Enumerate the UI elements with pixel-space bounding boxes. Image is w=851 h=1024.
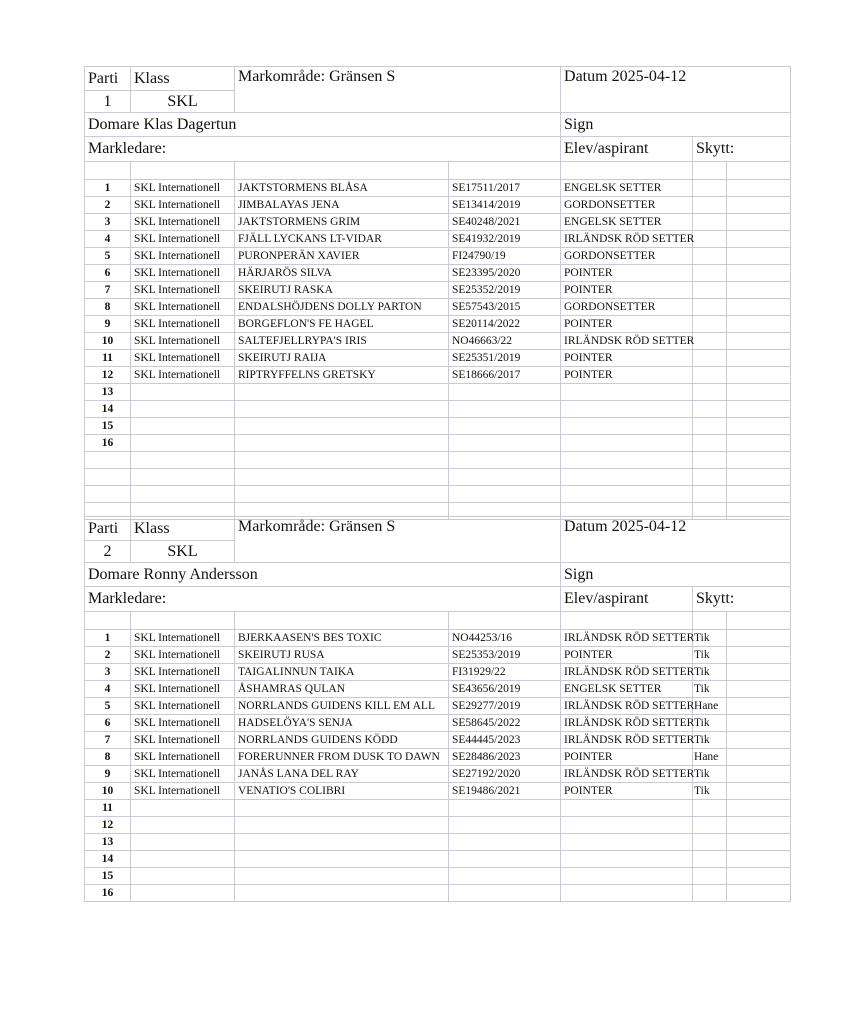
entry-registration bbox=[449, 868, 561, 885]
entry-blank bbox=[727, 435, 791, 452]
entry-dog-name: VENATIO'S COLIBRI bbox=[235, 783, 449, 800]
entry-blank bbox=[727, 214, 791, 231]
entry-dog-name: FORERUNNER FROM DUSK TO DAWN bbox=[235, 749, 449, 766]
entry-dog-name bbox=[235, 401, 449, 418]
entry-sex bbox=[693, 851, 727, 868]
entry-number: 16 bbox=[85, 435, 131, 452]
entry-number: 8 bbox=[85, 749, 131, 766]
domare: Domare Ronny Andersson bbox=[85, 563, 561, 587]
entry-dog-name: SKEIRUTJ RUSA bbox=[235, 647, 449, 664]
table-row bbox=[85, 732, 791, 749]
entry-registration bbox=[449, 418, 561, 435]
entry-breed: IRLÄNDSK RÖD SETTER bbox=[561, 231, 693, 248]
table-row bbox=[85, 817, 791, 834]
entry-blank bbox=[727, 316, 791, 333]
entry-dog-name: JAKTSTORMENS GRIM bbox=[235, 214, 449, 231]
entry-blank bbox=[727, 817, 791, 834]
table-row bbox=[85, 715, 791, 732]
entry-dog-name: RIPTRYFFELNS GRETSKY bbox=[235, 367, 449, 384]
entry-klass: SKL Internationell bbox=[131, 664, 235, 681]
entry-registration: NO44253/16 bbox=[449, 630, 561, 647]
entry-blank bbox=[727, 732, 791, 749]
entry-sex bbox=[693, 231, 727, 248]
entry-klass: SKL Internationell bbox=[131, 630, 235, 647]
table-row bbox=[85, 834, 791, 851]
entry-klass bbox=[131, 401, 235, 418]
entry-registration bbox=[449, 384, 561, 401]
entry-blank bbox=[727, 265, 791, 282]
entry-breed: IRLÄNDSK RÖD SETTER bbox=[561, 698, 693, 715]
entry-registration: SE40248/2021 bbox=[449, 214, 561, 231]
entry-klass bbox=[131, 851, 235, 868]
entry-sex bbox=[693, 384, 727, 401]
elev-aspirant-label: Elev/aspirant bbox=[561, 137, 693, 162]
entry-breed bbox=[561, 851, 693, 868]
entry-registration: SE27192/2020 bbox=[449, 766, 561, 783]
table-row bbox=[85, 333, 791, 350]
entry-number: 8 bbox=[85, 299, 131, 316]
entry-blank bbox=[727, 749, 791, 766]
entry-number: 1 bbox=[85, 630, 131, 647]
table-row bbox=[85, 231, 791, 248]
entry-blank bbox=[727, 715, 791, 732]
entry-registration: SE57543/2015 bbox=[449, 299, 561, 316]
entry-sex: Tik bbox=[693, 647, 727, 664]
entry-blank bbox=[727, 800, 791, 817]
markomrade: Markområde: Gränsen S bbox=[235, 67, 561, 113]
entry-klass: SKL Internationell bbox=[131, 248, 235, 265]
entry-registration: SE58645/2022 bbox=[449, 715, 561, 732]
entry-breed: POINTER bbox=[561, 265, 693, 282]
entry-number: 3 bbox=[85, 214, 131, 231]
domare: Domare Klas Dagertun bbox=[85, 113, 561, 137]
entry-dog-name: SKEIRUTJ RAIJA bbox=[235, 350, 449, 367]
entry-registration: SE44445/2023 bbox=[449, 732, 561, 749]
entry-dog-name: ENDALSHÖJDENS DOLLY PARTON bbox=[235, 299, 449, 316]
sign-label: Sign bbox=[561, 113, 791, 137]
entry-klass: SKL Internationell bbox=[131, 749, 235, 766]
entry-number: 16 bbox=[85, 885, 131, 902]
entry-blank bbox=[727, 248, 791, 265]
entry-breed: POINTER bbox=[561, 367, 693, 384]
klass-value: SKL bbox=[131, 541, 235, 563]
entry-dog-name: JANÅS LANA DEL RAY bbox=[235, 766, 449, 783]
entry-klass: SKL Internationell bbox=[131, 180, 235, 197]
entry-breed: POINTER bbox=[561, 316, 693, 333]
entry-registration: SE43656/2019 bbox=[449, 681, 561, 698]
entry-breed: GORDONSETTER bbox=[561, 248, 693, 265]
entry-blank bbox=[727, 231, 791, 248]
table-row bbox=[85, 418, 791, 435]
table-row bbox=[85, 435, 791, 452]
klass-value: SKL bbox=[131, 91, 235, 113]
entry-sex bbox=[693, 265, 727, 282]
entry-number: 13 bbox=[85, 384, 131, 401]
klass-label: Klass bbox=[131, 517, 235, 541]
entry-breed: IRLÄNDSK RÖD SETTER bbox=[561, 664, 693, 681]
entry-breed: ENGELSK SETTER bbox=[561, 214, 693, 231]
datum: Datum 2025-04-12 bbox=[561, 517, 791, 563]
table-row bbox=[85, 698, 791, 715]
entry-dog-name: SKEIRUTJ RASKA bbox=[235, 282, 449, 299]
table-row bbox=[85, 766, 791, 783]
entry-breed bbox=[561, 817, 693, 834]
entry-klass: SKL Internationell bbox=[131, 299, 235, 316]
entry-number: 3 bbox=[85, 664, 131, 681]
entry-dog-name bbox=[235, 435, 449, 452]
entry-blank bbox=[727, 681, 791, 698]
entry-klass: SKL Internationell bbox=[131, 766, 235, 783]
entry-registration bbox=[449, 885, 561, 902]
entry-sex bbox=[693, 418, 727, 435]
entry-sex bbox=[693, 817, 727, 834]
datum: Datum 2025-04-12 bbox=[561, 67, 791, 113]
table-row bbox=[85, 800, 791, 817]
entry-registration bbox=[449, 401, 561, 418]
entry-number: 4 bbox=[85, 681, 131, 698]
entry-registration: SE25352/2019 bbox=[449, 282, 561, 299]
entry-registration: SE18666/2017 bbox=[449, 367, 561, 384]
entry-number: 15 bbox=[85, 418, 131, 435]
table-row bbox=[85, 783, 791, 800]
entry-sex bbox=[693, 367, 727, 384]
entry-blank bbox=[727, 783, 791, 800]
entry-breed bbox=[561, 800, 693, 817]
elev-aspirant-label: Elev/aspirant bbox=[561, 587, 693, 612]
entry-dog-name bbox=[235, 868, 449, 885]
entries bbox=[85, 180, 791, 452]
entry-number: 6 bbox=[85, 715, 131, 732]
table-row bbox=[85, 868, 791, 885]
entry-klass: SKL Internationell bbox=[131, 350, 235, 367]
table-row bbox=[85, 282, 791, 299]
table-row bbox=[85, 367, 791, 384]
entry-number: 12 bbox=[85, 367, 131, 384]
sign-label: Sign bbox=[561, 563, 791, 587]
entry-klass: SKL Internationell bbox=[131, 732, 235, 749]
entry-klass bbox=[131, 817, 235, 834]
entry-blank bbox=[727, 418, 791, 435]
entry-sex bbox=[693, 316, 727, 333]
table-row bbox=[85, 384, 791, 401]
entry-blank bbox=[727, 197, 791, 214]
entry-registration: SE25353/2019 bbox=[449, 647, 561, 664]
parti-block-2 bbox=[84, 516, 790, 902]
entry-sex: Tik bbox=[693, 732, 727, 749]
entry-klass bbox=[131, 834, 235, 851]
entry-blank bbox=[727, 333, 791, 350]
entry-blank bbox=[727, 367, 791, 384]
entry-sex: Hane bbox=[693, 749, 727, 766]
entry-klass: SKL Internationell bbox=[131, 367, 235, 384]
entry-dog-name bbox=[235, 800, 449, 817]
entry-number: 13 bbox=[85, 834, 131, 851]
entry-dog-name bbox=[235, 851, 449, 868]
table-row bbox=[85, 401, 791, 418]
entry-blank bbox=[727, 766, 791, 783]
entry-sex bbox=[693, 333, 727, 350]
entry-sex bbox=[693, 248, 727, 265]
entry-dog-name: PURONPERÄN XAVIER bbox=[235, 248, 449, 265]
entry-breed: IRLÄNDSK RÖD SETTER bbox=[561, 766, 693, 783]
entry-klass bbox=[131, 868, 235, 885]
entry-dog-name: FJÄLL LYCKANS LT-VIDAR bbox=[235, 231, 449, 248]
entry-sex: Tik bbox=[693, 783, 727, 800]
entry-dog-name: NORRLANDS GUIDENS KILL EM ALL bbox=[235, 698, 449, 715]
entry-registration: SE25351/2019 bbox=[449, 350, 561, 367]
entry-blank bbox=[727, 885, 791, 902]
entry-number: 12 bbox=[85, 817, 131, 834]
entry-klass: SKL Internationell bbox=[131, 681, 235, 698]
entry-dog-name: JIMBALAYAS JENA bbox=[235, 197, 449, 214]
entry-klass bbox=[131, 885, 235, 902]
entry-registration bbox=[449, 834, 561, 851]
entry-number: 5 bbox=[85, 698, 131, 715]
entry-dog-name: SALTEFJELLRYPA'S IRIS bbox=[235, 333, 449, 350]
entry-number: 4 bbox=[85, 231, 131, 248]
entry-number: 2 bbox=[85, 197, 131, 214]
entry-breed bbox=[561, 384, 693, 401]
entry-breed bbox=[561, 834, 693, 851]
entry-blank bbox=[727, 180, 791, 197]
entry-blank bbox=[727, 664, 791, 681]
table-row bbox=[85, 214, 791, 231]
entry-breed: GORDONSETTER bbox=[561, 299, 693, 316]
entry-number: 10 bbox=[85, 783, 131, 800]
entry-number: 11 bbox=[85, 350, 131, 367]
entry-registration: SE29277/2019 bbox=[449, 698, 561, 715]
entry-registration bbox=[449, 817, 561, 834]
entry-breed: IRLÄNDSK RÖD SETTER bbox=[561, 732, 693, 749]
entry-blank bbox=[727, 401, 791, 418]
entry-number: 14 bbox=[85, 401, 131, 418]
entry-number: 14 bbox=[85, 851, 131, 868]
entry-blank bbox=[727, 384, 791, 401]
entry-blank bbox=[727, 350, 791, 367]
entry-klass: SKL Internationell bbox=[131, 197, 235, 214]
entry-klass: SKL Internationell bbox=[131, 783, 235, 800]
entry-sex bbox=[693, 299, 727, 316]
entry-number: 15 bbox=[85, 868, 131, 885]
entry-dog-name: ÅSHAMRAS QULAN bbox=[235, 681, 449, 698]
entry-klass bbox=[131, 418, 235, 435]
entry-sex bbox=[693, 868, 727, 885]
entry-breed: POINTER bbox=[561, 350, 693, 367]
entry-blank bbox=[727, 851, 791, 868]
entry-registration: SE41932/2019 bbox=[449, 231, 561, 248]
entry-blank bbox=[727, 698, 791, 715]
entry-registration: SE19486/2021 bbox=[449, 783, 561, 800]
entry-registration: FI31929/22 bbox=[449, 664, 561, 681]
entry-sex bbox=[693, 214, 727, 231]
entry-dog-name bbox=[235, 834, 449, 851]
table-row bbox=[85, 851, 791, 868]
entry-sex: Tik bbox=[693, 681, 727, 698]
entry-dog-name: BORGEFLON'S FE HAGEL bbox=[235, 316, 449, 333]
parti-table bbox=[84, 516, 791, 902]
entry-registration: SE13414/2019 bbox=[449, 197, 561, 214]
entry-breed: IRLÄNDSK RÖD SETTER bbox=[561, 715, 693, 732]
entry-klass bbox=[131, 384, 235, 401]
skytt-label: Skytt: bbox=[693, 137, 791, 162]
entry-breed: POINTER bbox=[561, 647, 693, 664]
entry-dog-name bbox=[235, 817, 449, 834]
entry-sex bbox=[693, 435, 727, 452]
entry-dog-name: BJERKAASEN'S BES TOXIC bbox=[235, 630, 449, 647]
parti-table bbox=[84, 66, 791, 520]
entry-registration bbox=[449, 435, 561, 452]
entry-dog-name: HÄRJARÖS SILVA bbox=[235, 265, 449, 282]
entry-registration: FI24790/19 bbox=[449, 248, 561, 265]
entries bbox=[85, 630, 791, 902]
entry-klass: SKL Internationell bbox=[131, 316, 235, 333]
table-row bbox=[85, 180, 791, 197]
entry-number: 10 bbox=[85, 333, 131, 350]
entry-registration: SE28486/2023 bbox=[449, 749, 561, 766]
entry-number: 1 bbox=[85, 180, 131, 197]
entry-dog-name: NORRLANDS GUIDENS KÖDD bbox=[235, 732, 449, 749]
skytt-label: Skytt: bbox=[693, 587, 791, 612]
entry-blank bbox=[727, 299, 791, 316]
entry-klass: SKL Internationell bbox=[131, 214, 235, 231]
table-row bbox=[85, 350, 791, 367]
table-row bbox=[85, 681, 791, 698]
entry-sex bbox=[693, 800, 727, 817]
entry-sex: Tik bbox=[693, 664, 727, 681]
entry-sex: Hane bbox=[693, 698, 727, 715]
entry-breed: IRLÄNDSK RÖD SETTER bbox=[561, 333, 693, 350]
table-row bbox=[85, 248, 791, 265]
entry-sex: Tik bbox=[693, 766, 727, 783]
entry-blank bbox=[727, 834, 791, 851]
entry-dog-name bbox=[235, 885, 449, 902]
markledare-label: Markledare: bbox=[85, 587, 561, 612]
parti-number: 2 bbox=[85, 541, 131, 563]
entry-klass: SKL Internationell bbox=[131, 715, 235, 732]
entry-breed bbox=[561, 885, 693, 902]
entry-dog-name: JAKTSTORMENS BLÅSA bbox=[235, 180, 449, 197]
entry-blank bbox=[727, 282, 791, 299]
entry-klass bbox=[131, 435, 235, 452]
table-row bbox=[85, 664, 791, 681]
entry-sex bbox=[693, 282, 727, 299]
entry-breed: POINTER bbox=[561, 749, 693, 766]
entry-breed: IRLÄNDSK RÖD SETTER bbox=[561, 630, 693, 647]
entry-number: 9 bbox=[85, 316, 131, 333]
entry-klass: SKL Internationell bbox=[131, 265, 235, 282]
entry-sex: Tik bbox=[693, 630, 727, 647]
entry-registration bbox=[449, 851, 561, 868]
entry-blank bbox=[727, 630, 791, 647]
entry-breed: POINTER bbox=[561, 282, 693, 299]
entry-number: 6 bbox=[85, 265, 131, 282]
entry-registration bbox=[449, 800, 561, 817]
entry-breed bbox=[561, 401, 693, 418]
entry-klass bbox=[131, 800, 235, 817]
entry-breed bbox=[561, 435, 693, 452]
table-row bbox=[85, 265, 791, 282]
entry-breed: GORDONSETTER bbox=[561, 197, 693, 214]
entry-number: 2 bbox=[85, 647, 131, 664]
entry-registration: SE23395/2020 bbox=[449, 265, 561, 282]
entry-sex bbox=[693, 180, 727, 197]
entry-registration: SE20114/2022 bbox=[449, 316, 561, 333]
entry-registration: NO46663/22 bbox=[449, 333, 561, 350]
entry-breed: POINTER bbox=[561, 783, 693, 800]
markomrade: Markområde: Gränsen S bbox=[235, 517, 561, 563]
entry-breed: ENGELSK SETTER bbox=[561, 180, 693, 197]
entry-sex bbox=[693, 350, 727, 367]
entry-number: 9 bbox=[85, 766, 131, 783]
entry-sex bbox=[693, 834, 727, 851]
table-row bbox=[85, 647, 791, 664]
markledare-label: Markledare: bbox=[85, 137, 561, 162]
entry-dog-name bbox=[235, 384, 449, 401]
entry-breed bbox=[561, 868, 693, 885]
parti-label: Parti bbox=[85, 517, 131, 541]
klass-label: Klass bbox=[131, 67, 235, 91]
entry-dog-name: TAIGALINNUN TAIKA bbox=[235, 664, 449, 681]
table-row bbox=[85, 630, 791, 647]
entry-sex bbox=[693, 401, 727, 418]
entry-breed: ENGELSK SETTER bbox=[561, 681, 693, 698]
parti-number: 1 bbox=[85, 91, 131, 113]
entry-sex: Tik bbox=[693, 715, 727, 732]
entry-dog-name bbox=[235, 418, 449, 435]
entry-klass: SKL Internationell bbox=[131, 231, 235, 248]
entry-blank bbox=[727, 647, 791, 664]
table-row bbox=[85, 197, 791, 214]
entry-klass: SKL Internationell bbox=[131, 282, 235, 299]
parti-label: Parti bbox=[85, 67, 131, 91]
table-row bbox=[85, 316, 791, 333]
entry-sex bbox=[693, 197, 727, 214]
parti-block-1 bbox=[84, 66, 790, 520]
table-row bbox=[85, 299, 791, 316]
entry-number: 5 bbox=[85, 248, 131, 265]
entry-number: 7 bbox=[85, 732, 131, 749]
entry-dog-name: HADSELÖYA'S SENJA bbox=[235, 715, 449, 732]
table-row bbox=[85, 749, 791, 766]
entry-sex bbox=[693, 885, 727, 902]
entry-blank bbox=[727, 868, 791, 885]
entry-registration: SE17511/2017 bbox=[449, 180, 561, 197]
table-row bbox=[85, 885, 791, 902]
entry-number: 11 bbox=[85, 800, 131, 817]
entry-klass: SKL Internationell bbox=[131, 698, 235, 715]
entry-klass: SKL Internationell bbox=[131, 333, 235, 350]
entry-breed bbox=[561, 418, 693, 435]
entry-klass: SKL Internationell bbox=[131, 647, 235, 664]
entry-number: 7 bbox=[85, 282, 131, 299]
